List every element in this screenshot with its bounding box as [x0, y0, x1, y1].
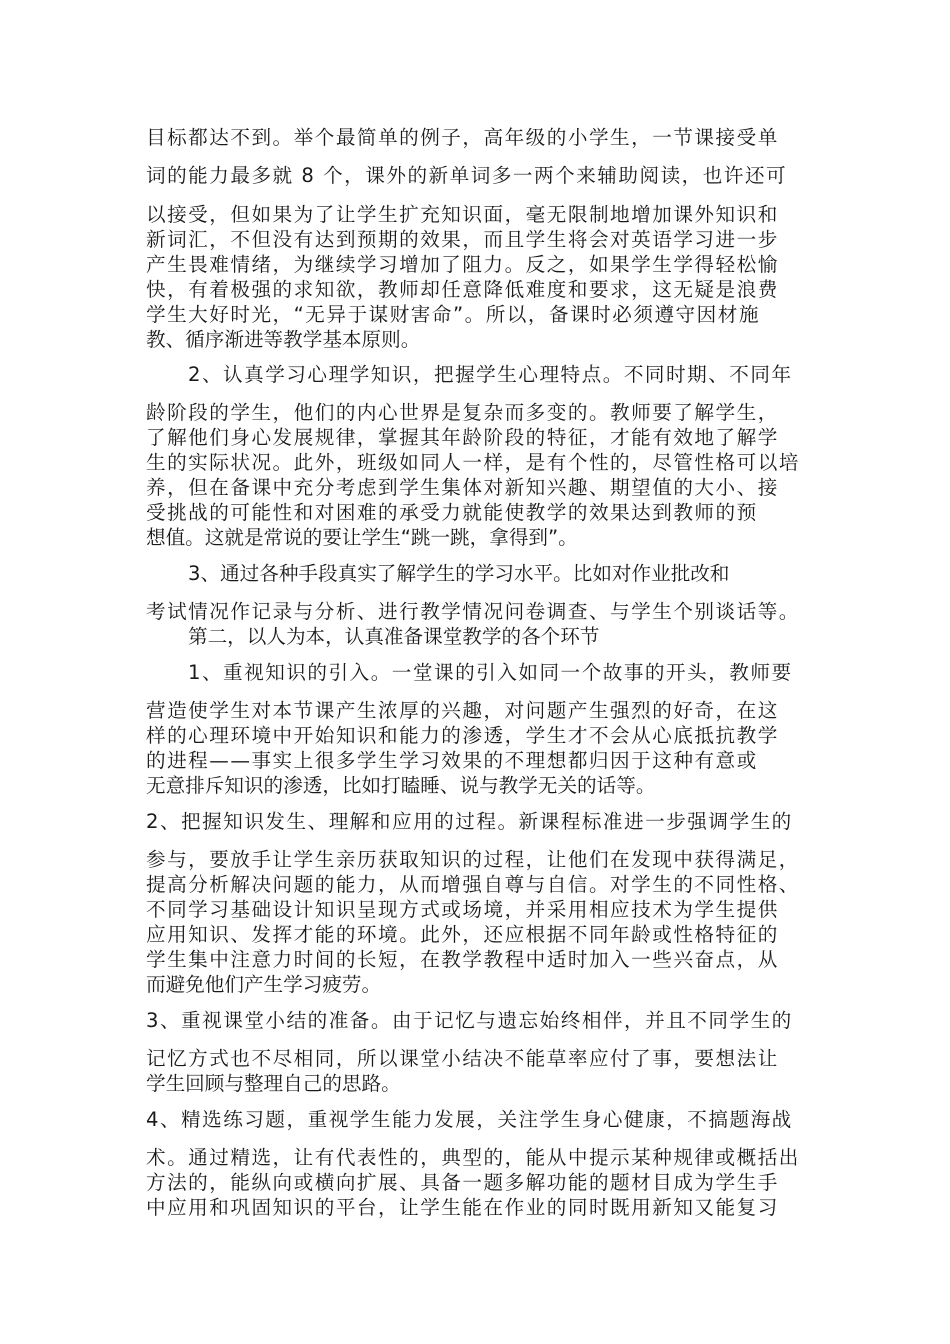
text-line: 营造使学生对本节课产生浓厚的兴趣，对问题产生强烈的好奇，在这: [146, 699, 779, 722]
text-line: 的进程——事实上很多学生学习效果的不理想都归因于这种有意或: [146, 749, 758, 772]
text-line: 了解他们身心发展规律，掌握其年龄阶段的特征，才能有效地了解学: [146, 426, 779, 449]
text-line: 教、循序渐进等教学基本原则。: [146, 328, 421, 351]
text-line: 目标都达不到。举个最简单的例子，高年级的小学生，一节课接受单: [146, 126, 779, 149]
paragraph-start-line: 2、认真学习心理学知识，把握学生心理特点。不同时期、不同年: [188, 363, 793, 386]
text-line: 提高分析解决问题的能力，从而增强自尊与自信。对学生的不同性格、: [146, 873, 800, 896]
paragraph-start-line: 3、重视课堂小结的准备。由于记忆与遗忘始终相伴，并且不同学生的: [146, 1009, 793, 1032]
text-line: 不同学习基础设计知识呈现方式或场境，并采用相应技术为学生提供: [146, 898, 779, 921]
text-line: 而避免他们产生学习疲劳。: [146, 973, 382, 996]
paragraph-start-line: 4、精选练习题，重视学生能力发展，关注学生身心健康，不搞题海战: [146, 1108, 793, 1131]
text-line: 受挑战的可能性和对困难的承受力就能使教学的效果达到教师的预: [146, 501, 758, 524]
text-line: 学生大好时光，“无异于谋财害命”。所以，备课时必须遵守因材施: [146, 303, 760, 326]
paragraph-start-line: 3、通过各种手段真实了解学生的学习水平。比如对作业批改和: [188, 562, 730, 585]
text-line: 生的实际状况。此外，班级如同人一样，是有个性的，尽管性格可以培: [146, 451, 800, 474]
text-line: 产生畏难情绪，为继续学习增加了阻力。反之，如果学生学得轻松愉: [146, 253, 779, 276]
text-line: 中应用和巩固知识的平台，让学生能在作业的同时既用新知又能复习: [146, 1196, 779, 1219]
text-line: 样的心理环境中开始知识和能力的渗透，学生才不会从心底抵抗教学: [146, 724, 779, 747]
text-line: 龄阶段的学生，他们的内心世界是复杂而多变的。教师要了解学生，: [146, 401, 779, 424]
text-line: 学生回顾与整理自己的思路。: [146, 1072, 401, 1095]
section-heading: 第二，以人为本，认真准备课堂教学的各个环节: [188, 625, 600, 648]
text-line: 参与，要放手让学生亲历获取知识的过程，让他们在发现中获得满足，: [146, 848, 800, 871]
text-line: 记忆方式也不尽相同，所以课堂小结决不能草率应付了事，要想法让: [146, 1047, 779, 1070]
text-line: 方法的，能纵向或横向扩展、具备一题多解功能的题材目成为学生手: [146, 1171, 779, 1194]
text-line: 快，有着极强的求知欲，教师却任意降低难度和要求，这无疑是浪费: [146, 278, 779, 301]
paragraph-start-line: 2、把握知识发生、理解和应用的过程。新课程标准进一步强调学生的: [146, 810, 793, 833]
text-line: 学生集中注意力时间的长短，在教学教程中适时加入一些兴奋点，从: [146, 948, 779, 971]
text-line: 想值。这就是常说的要让学生“跳一跳，拿得到”。: [146, 526, 578, 549]
text-line: 应用知识、发挥才能的环境。此外，还应根据不同年龄或性格特征的: [146, 923, 779, 946]
paragraph-start-line: 1、重视知识的引入。一堂课的引入如同一个故事的开头，教师要: [188, 661, 793, 684]
text-line: 考试情况作记录与分析、进行教学情况问卷调查、与学生个别谈话等。: [146, 600, 800, 623]
text-line: 新词汇，不但没有达到预期的效果，而且学生将会对英语学习进一步: [146, 228, 779, 251]
text-line: 术。通过精选，让有代表性的，典型的，能从中提示某种规律或概括出: [146, 1146, 800, 1169]
text-line: 养，但在备课中充分考虑到学生集体对新知兴趣、期望值的大小、接: [146, 476, 779, 499]
text-line: 无意排斥知识的渗透，比如打瞌睡、说与教学无关的话等。: [146, 774, 656, 797]
text-line: 词的能力最多就 8 个，课外的新单词多一两个来辅助阅读，也许还可: [146, 164, 788, 187]
text-line: 以接受，但如果为了让学生扩充知识面，毫无限制地增加课外知识和: [146, 203, 779, 226]
